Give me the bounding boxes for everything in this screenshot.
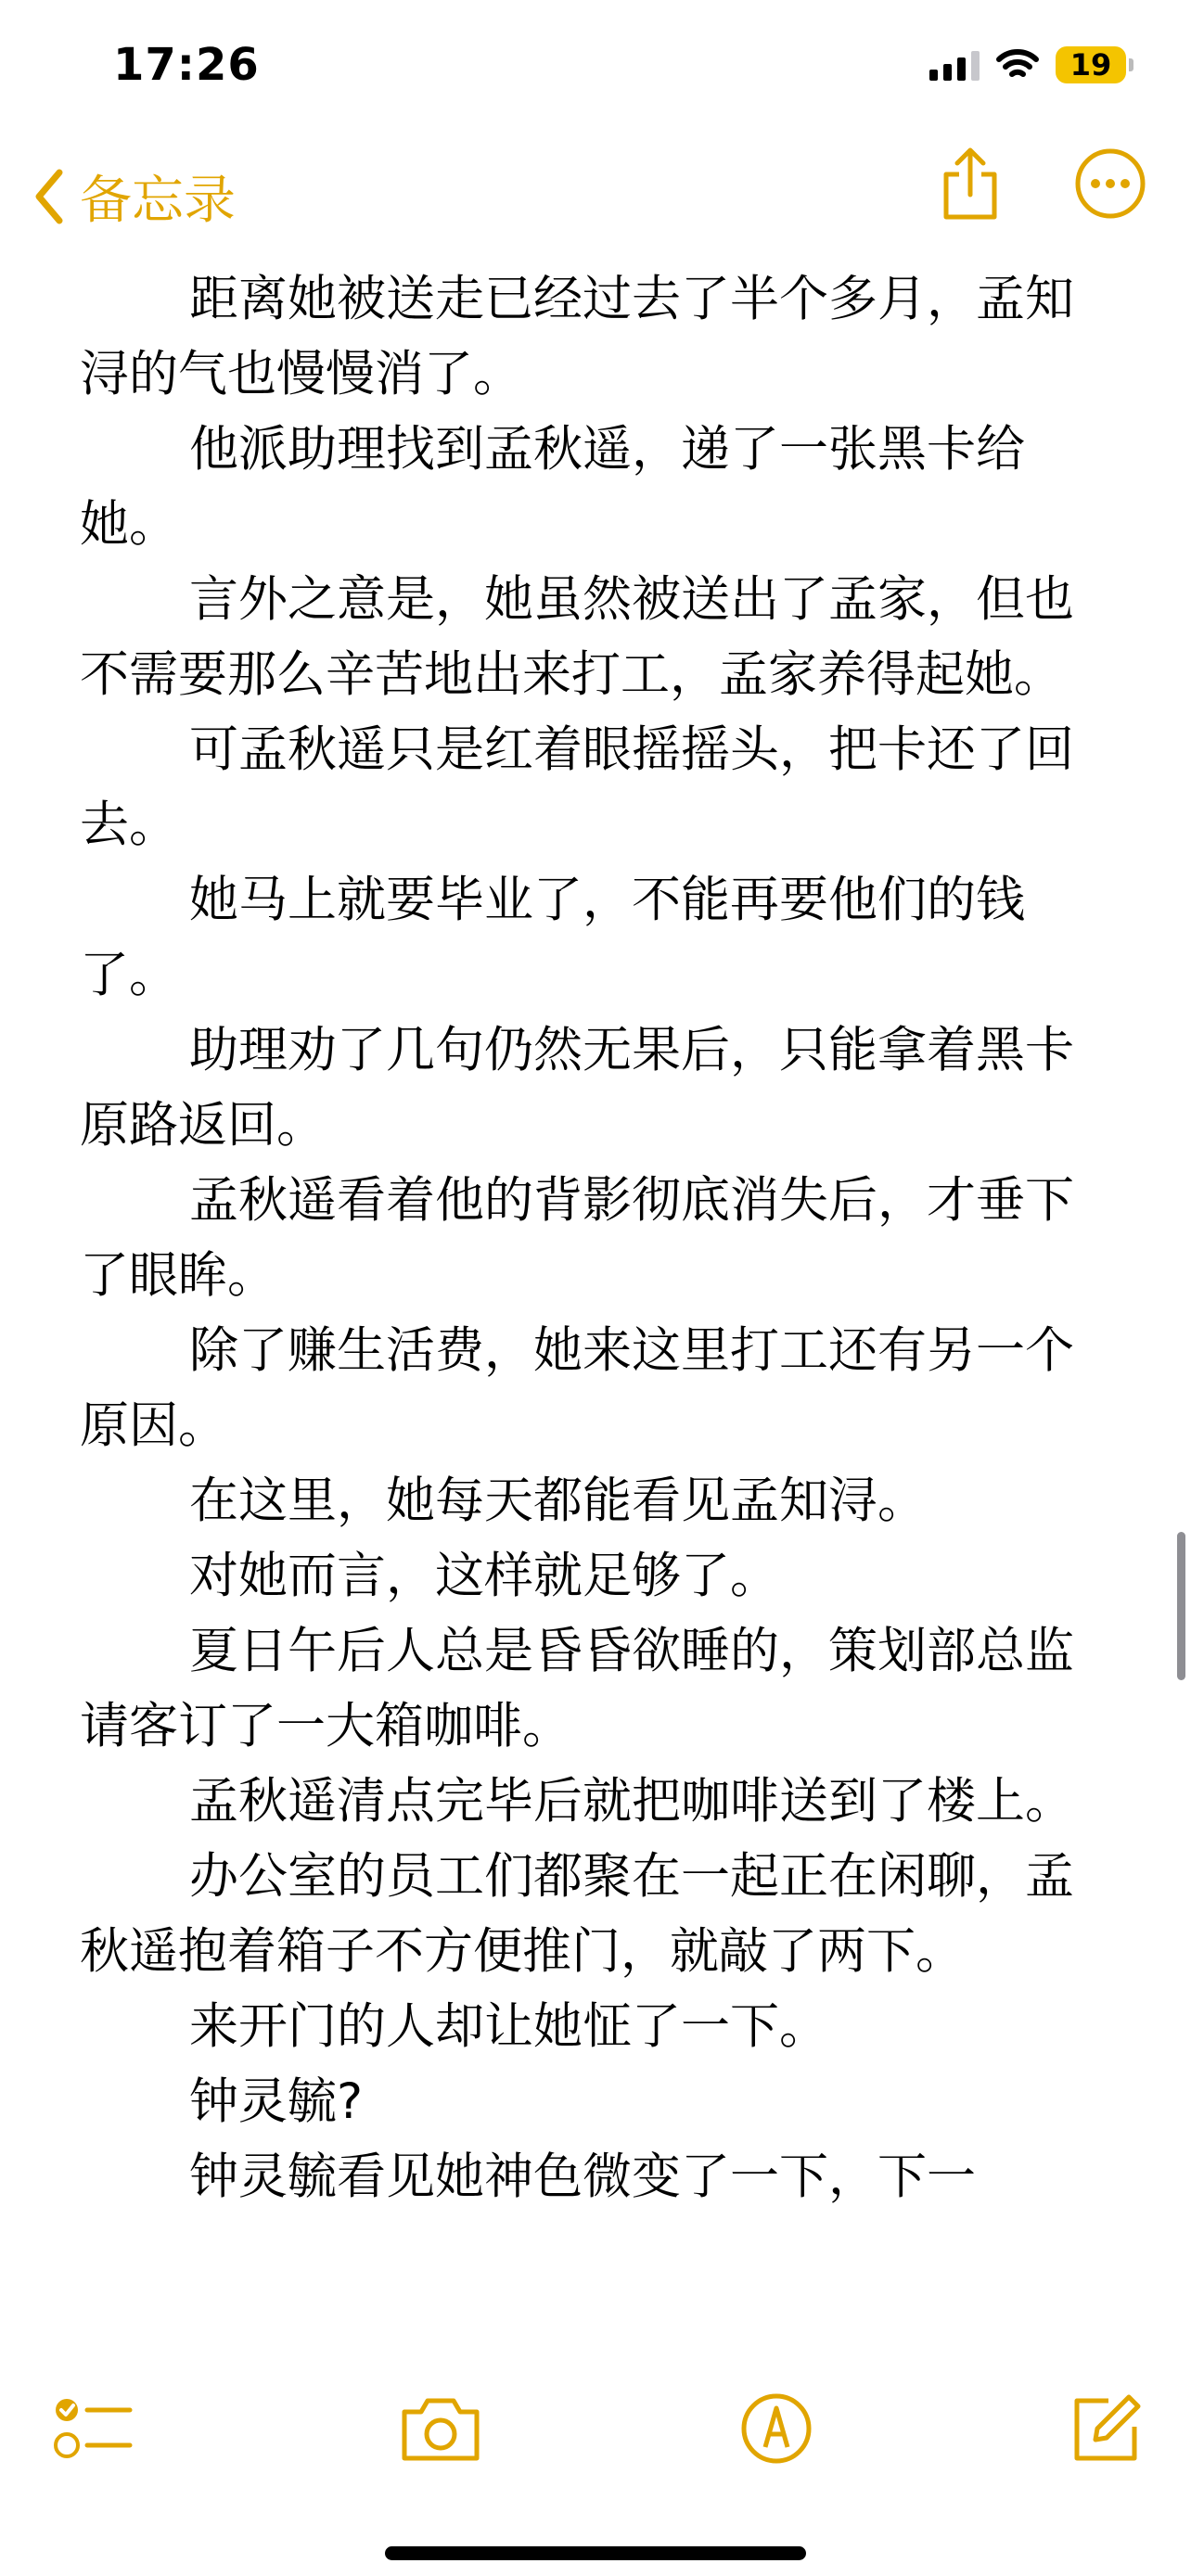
note-paragraph: 助理劝了几句仍然无果后，只能拿着黑卡原路返回。 (80, 1022, 1074, 1154)
note-paragraph: 钟灵毓看见她神色微变了一下，下一 (189, 2149, 976, 2205)
checklist-icon (52, 2391, 135, 2466)
note-paragraph: 距离她被送走已经过去了半个多月，孟知浔的气也慢慢消了。 (80, 271, 1074, 402)
share-icon[interactable] (939, 147, 1002, 221)
note-paragraph: 夏日午后人总是昏昏欲睡的，策划部总监请客订了一大箱咖啡。 (80, 1623, 1074, 1754)
wifi-icon (996, 48, 1039, 82)
battery-level: 19 (1069, 47, 1112, 83)
cellular-signal-icon (929, 49, 980, 81)
chevron-left-icon (33, 169, 65, 224)
note-body[interactable] (80, 261, 1119, 2214)
status-icons (929, 45, 1126, 85)
bottom-toolbar (0, 2374, 1191, 2476)
nav-actions (939, 147, 1146, 221)
navigation-bar (0, 139, 1191, 241)
note-paragraph: 言外之意是，她虽然被送出了孟家，但也不需要那么辛苦地出来打工，孟家养得起她。 (80, 571, 1074, 703)
markup-button[interactable] (735, 2387, 818, 2470)
compose-button[interactable] (1063, 2387, 1146, 2470)
note-paragraph: 来开门的人却让她怔了一下。 (189, 1998, 828, 2055)
battery-icon (1056, 46, 1126, 83)
status-bar (0, 0, 1191, 139)
home-indicator[interactable] (385, 2546, 806, 2560)
note-paragraph: 她马上就要毕业了，不能再要他们的钱了。 (80, 872, 1025, 1003)
scroll-indicator[interactable] (1177, 1532, 1185, 1680)
note-paragraph: 办公室的员工们都聚在一起正在闲聊，孟秋遥抱着箱子不方便推门，就敲了两下。 (80, 1848, 1074, 1980)
checklist-button[interactable] (52, 2387, 135, 2470)
status-time: 17:26 (113, 39, 260, 91)
note-paragraph: 钟灵毓? (189, 2073, 364, 2130)
back-button[interactable] (33, 159, 236, 234)
back-label: 备忘录 (80, 171, 236, 231)
note-paragraph: 除了赚生活费，她来这里打工还有另一个原因。 (80, 1322, 1074, 1454)
note-paragraph: 孟秋遥清点完毕后就把咖啡送到了楼上。 (189, 1773, 1074, 1830)
note-paragraph: 孟秋遥看着他的背影彻底消失后，才垂下了眼眸。 (80, 1172, 1074, 1304)
note-paragraph: 对她而言，这样就足够了。 (189, 1548, 779, 1604)
note-paragraph: 可孟秋遥只是红着眼摇摇头，把卡还了回去。 (80, 721, 1074, 853)
camera-button[interactable] (399, 2387, 482, 2470)
more-icon[interactable] (1074, 147, 1146, 220)
note-paragraph: 他派助理找到孟秋遥，递了一张黑卡给她。 (80, 421, 1025, 553)
camera-icon (399, 2393, 482, 2464)
compose-icon (1068, 2391, 1142, 2466)
note-paragraph: 在这里，她每天都能看见孟知浔。 (189, 1473, 927, 1529)
markup-pen-icon (739, 2391, 813, 2466)
